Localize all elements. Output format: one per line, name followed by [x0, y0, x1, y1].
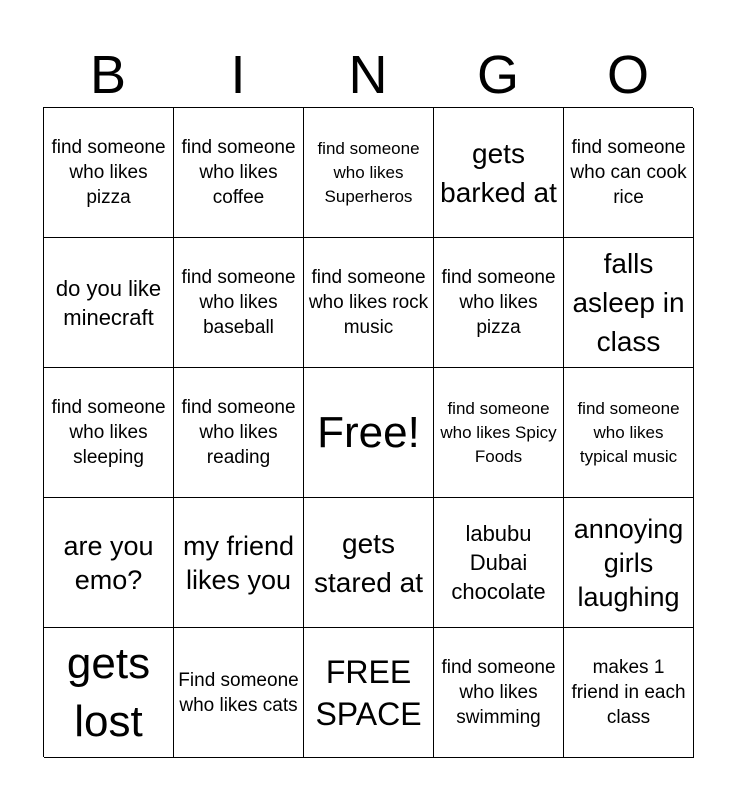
bingo-cell[interactable]: [44, 238, 174, 368]
bingo-cell[interactable]: [174, 628, 304, 758]
bingo-cell[interactable]: [304, 238, 434, 368]
cell-text: find someone who likes baseball: [181, 267, 296, 338]
cell-text: gets lost: [66, 638, 151, 746]
cell-text: do you like minecraft: [55, 275, 162, 330]
bingo-cell[interactable]: [44, 628, 174, 758]
bingo-board: [43, 107, 693, 757]
cell-text: find someone who likes pizza: [51, 137, 166, 208]
bingo-cell[interactable]: [174, 498, 304, 628]
bingo-cell[interactable]: [174, 238, 304, 368]
bingo-cell[interactable]: [304, 108, 434, 238]
header-letter-b: B: [89, 45, 127, 105]
bingo-cell[interactable]: [434, 628, 564, 758]
free-cell[interactable]: [304, 368, 434, 498]
cell-text: find someone who likes pizza: [441, 267, 556, 338]
cell-text: find someone who likes sleeping: [51, 397, 166, 468]
header-letter-n: N: [348, 45, 388, 105]
cell-text: falls asleep in class: [572, 248, 685, 357]
bingo-cell[interactable]: [174, 108, 304, 238]
bingo-cell[interactable]: [564, 628, 694, 758]
cell-text: labubu Dubai chocolate: [451, 521, 546, 604]
cell-text: Free!: [317, 407, 420, 457]
cell-text: find someone who likes coffee: [181, 137, 296, 208]
cell-text: gets stared at: [314, 527, 423, 598]
header-letter-i: I: [230, 45, 246, 105]
cell-text: are you emo?: [63, 530, 154, 595]
bingo-cell[interactable]: [564, 108, 694, 238]
bingo-cell[interactable]: [564, 368, 694, 498]
free-space-cell[interactable]: [304, 628, 434, 758]
bingo-cell[interactable]: [434, 108, 564, 238]
cell-text: find someone who likes rock music: [308, 267, 429, 338]
header-letter-g: G: [476, 45, 519, 105]
bingo-cell[interactable]: [434, 238, 564, 368]
header-letter-o: O: [606, 45, 649, 105]
bingo-cell[interactable]: [564, 498, 694, 628]
cell-text: my friend likes you: [182, 530, 295, 595]
cell-text: find someone who likes swimming: [441, 657, 556, 728]
cell-text: find someone who likes reading: [181, 397, 296, 468]
cell-text: find someone who likes Superheros: [317, 138, 420, 206]
cell-text: find someone who likes Spicy Foods: [440, 398, 557, 466]
bingo-cell[interactable]: [44, 368, 174, 498]
cell-text: find someone who can cook rice: [570, 137, 687, 208]
bingo-cell[interactable]: [44, 498, 174, 628]
cell-text: FREE SPACE: [315, 653, 422, 732]
bingo-cell[interactable]: [434, 368, 564, 498]
cell-text: gets barked at: [440, 137, 557, 208]
cell-text: makes 1 friend in each class: [571, 657, 686, 728]
cell-text: Find someone who likes cats: [178, 669, 299, 716]
bingo-cell[interactable]: [44, 108, 174, 238]
cell-text: find someone who likes typical music: [577, 398, 680, 466]
cell-text: annoying girls laughing: [573, 513, 684, 612]
bingo-cell[interactable]: [304, 498, 434, 628]
bingo-header: [43, 42, 693, 108]
bingo-cell[interactable]: [174, 368, 304, 498]
bingo-cell[interactable]: [434, 498, 564, 628]
bingo-cell[interactable]: [564, 238, 694, 368]
